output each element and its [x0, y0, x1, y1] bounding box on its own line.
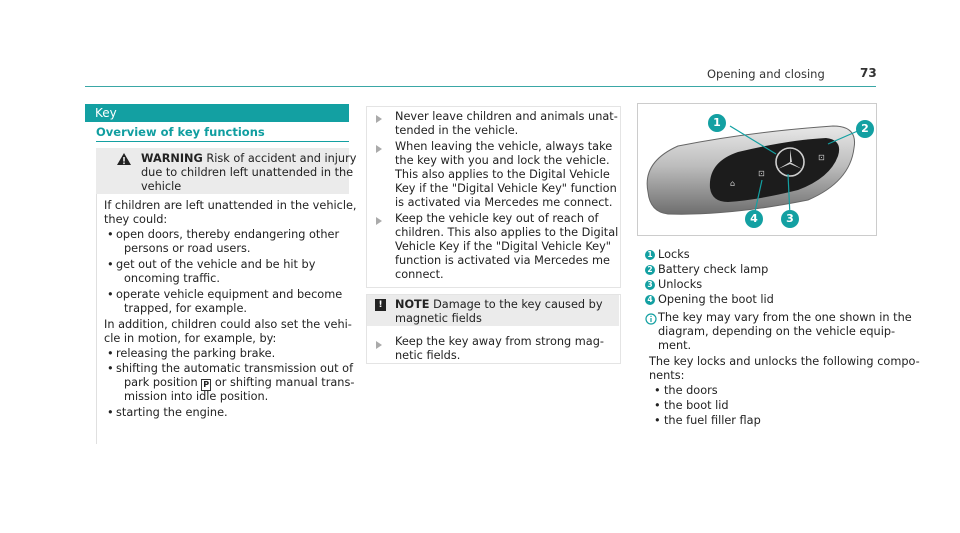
action-line: function is activated via Mercedes me: [395, 254, 610, 267]
warning-line-3: vehicle: [141, 180, 182, 193]
legend-text: Unlocks: [658, 278, 703, 291]
action-line: netic fields.: [395, 349, 461, 362]
action-line: connect.: [395, 268, 444, 281]
list-item: • open doors, thereby endangering other: [116, 228, 339, 242]
park-position-text: park position: [124, 376, 198, 389]
action-line: the key with you and lock the vehicle.: [395, 154, 610, 167]
list-item: • starting the engine.: [116, 406, 228, 420]
warning-text: Risk of accident and injury: [206, 152, 357, 165]
section-title-bar: [85, 104, 349, 122]
legend-text: Locks: [658, 248, 690, 261]
action-line: Vehicle Key if the "Digital Vehicle Key": [395, 240, 611, 253]
list-item: • releasing the parking brake.: [116, 347, 275, 361]
warning-triangle-icon: [116, 152, 132, 166]
warning-line-2: due to children left unattended in the: [141, 166, 354, 179]
callout-3: 3: [781, 210, 799, 228]
list-item-cont: persons or road users.: [124, 242, 251, 255]
action-line: children. This also applies to the Digital: [395, 226, 619, 239]
components-intro: The key locks and unlocks the following compo-: [649, 355, 920, 368]
warning-label: WARNING: [141, 152, 203, 165]
note-line-1: [395, 298, 603, 312]
action-line: This also applies to the Digital Vehicle: [395, 168, 610, 181]
legend-text: Opening the boot lid: [658, 293, 774, 306]
motion-line: cle in motion, for example, by:: [104, 332, 277, 345]
list-item: • get out of the vehicle and be hit by: [116, 258, 315, 272]
header-rule: [85, 86, 876, 87]
action-line: Keep the key away from strong mag-: [395, 335, 604, 348]
legend-number: 2: [645, 265, 655, 275]
list-item-cont: mission into idle position.: [124, 390, 269, 403]
section-title: Key: [95, 106, 117, 120]
action-line: Key if the "Digital Vehicle Key" function: [395, 182, 617, 195]
intro-line: If children are left unattended in the vehicle,: [104, 199, 357, 212]
list-item: • the doors: [664, 384, 718, 398]
arrow-bullet-icon: [376, 115, 382, 123]
arrow-bullet-icon: [376, 341, 382, 349]
arrow-bullet-icon: [376, 145, 382, 153]
running-header-title: Opening and closing: [707, 67, 825, 81]
list-item-cont: trapped, for example.: [124, 302, 247, 315]
list-item: • shifting the automatic transmission out of: [116, 362, 353, 376]
list-item-cont: [124, 376, 354, 391]
list-item-cont: oncoming traffic.: [124, 272, 220, 285]
intro-line: they could:: [104, 213, 168, 226]
list-item: • the fuel filler flap: [664, 414, 761, 428]
callout-2: 2: [856, 120, 874, 138]
note-label: NOTE: [395, 298, 430, 311]
callout-4: 4: [745, 210, 763, 228]
list-item: • the boot lid: [664, 399, 729, 413]
list-item: • operate vehicle equipment and become: [116, 288, 342, 302]
exclamation-icon: !: [375, 299, 386, 311]
note-line: ment.: [658, 339, 692, 352]
info-icon: [645, 313, 657, 325]
components-intro: nents:: [649, 369, 685, 382]
legend-number: 3: [645, 280, 655, 290]
action-line: Never leave children and animals unat-: [395, 110, 618, 123]
note-text: Damage to the key caused by: [433, 298, 603, 311]
warning-line-1: [141, 152, 356, 166]
callout-1: 1: [708, 114, 726, 132]
page-number: 73: [860, 66, 877, 80]
svg-text:⊡: ⊡: [758, 169, 765, 178]
shift-text: or shifting manual trans-: [214, 376, 355, 389]
action-line: Keep the vehicle key out of reach of: [395, 212, 599, 225]
legend-number: 1: [645, 250, 655, 260]
svg-text:⊡: ⊡: [818, 153, 825, 162]
action-line: When leaving the vehicle, always take: [395, 140, 613, 153]
legend-number: 4: [645, 295, 655, 305]
subsection-title: Overview of key functions: [96, 125, 265, 139]
note-line: diagram, depending on the vehicle equip-: [658, 325, 896, 338]
note-line: The key may vary from the one shown in the: [658, 311, 912, 324]
park-symbol-icon: P: [201, 379, 211, 391]
action-line: tended in the vehicle.: [395, 124, 519, 137]
legend-text: Battery check lamp: [658, 263, 769, 276]
subsection-rule: [96, 141, 349, 142]
svg-text:⌂: ⌂: [730, 179, 736, 188]
action-line: is activated via Mercedes me connect.: [395, 196, 613, 209]
note-line-2: magnetic fields: [395, 312, 482, 325]
motion-line: In addition, children could also set the vehi-: [104, 318, 352, 331]
key-illustration: [637, 103, 877, 236]
arrow-bullet-icon: [376, 217, 382, 225]
